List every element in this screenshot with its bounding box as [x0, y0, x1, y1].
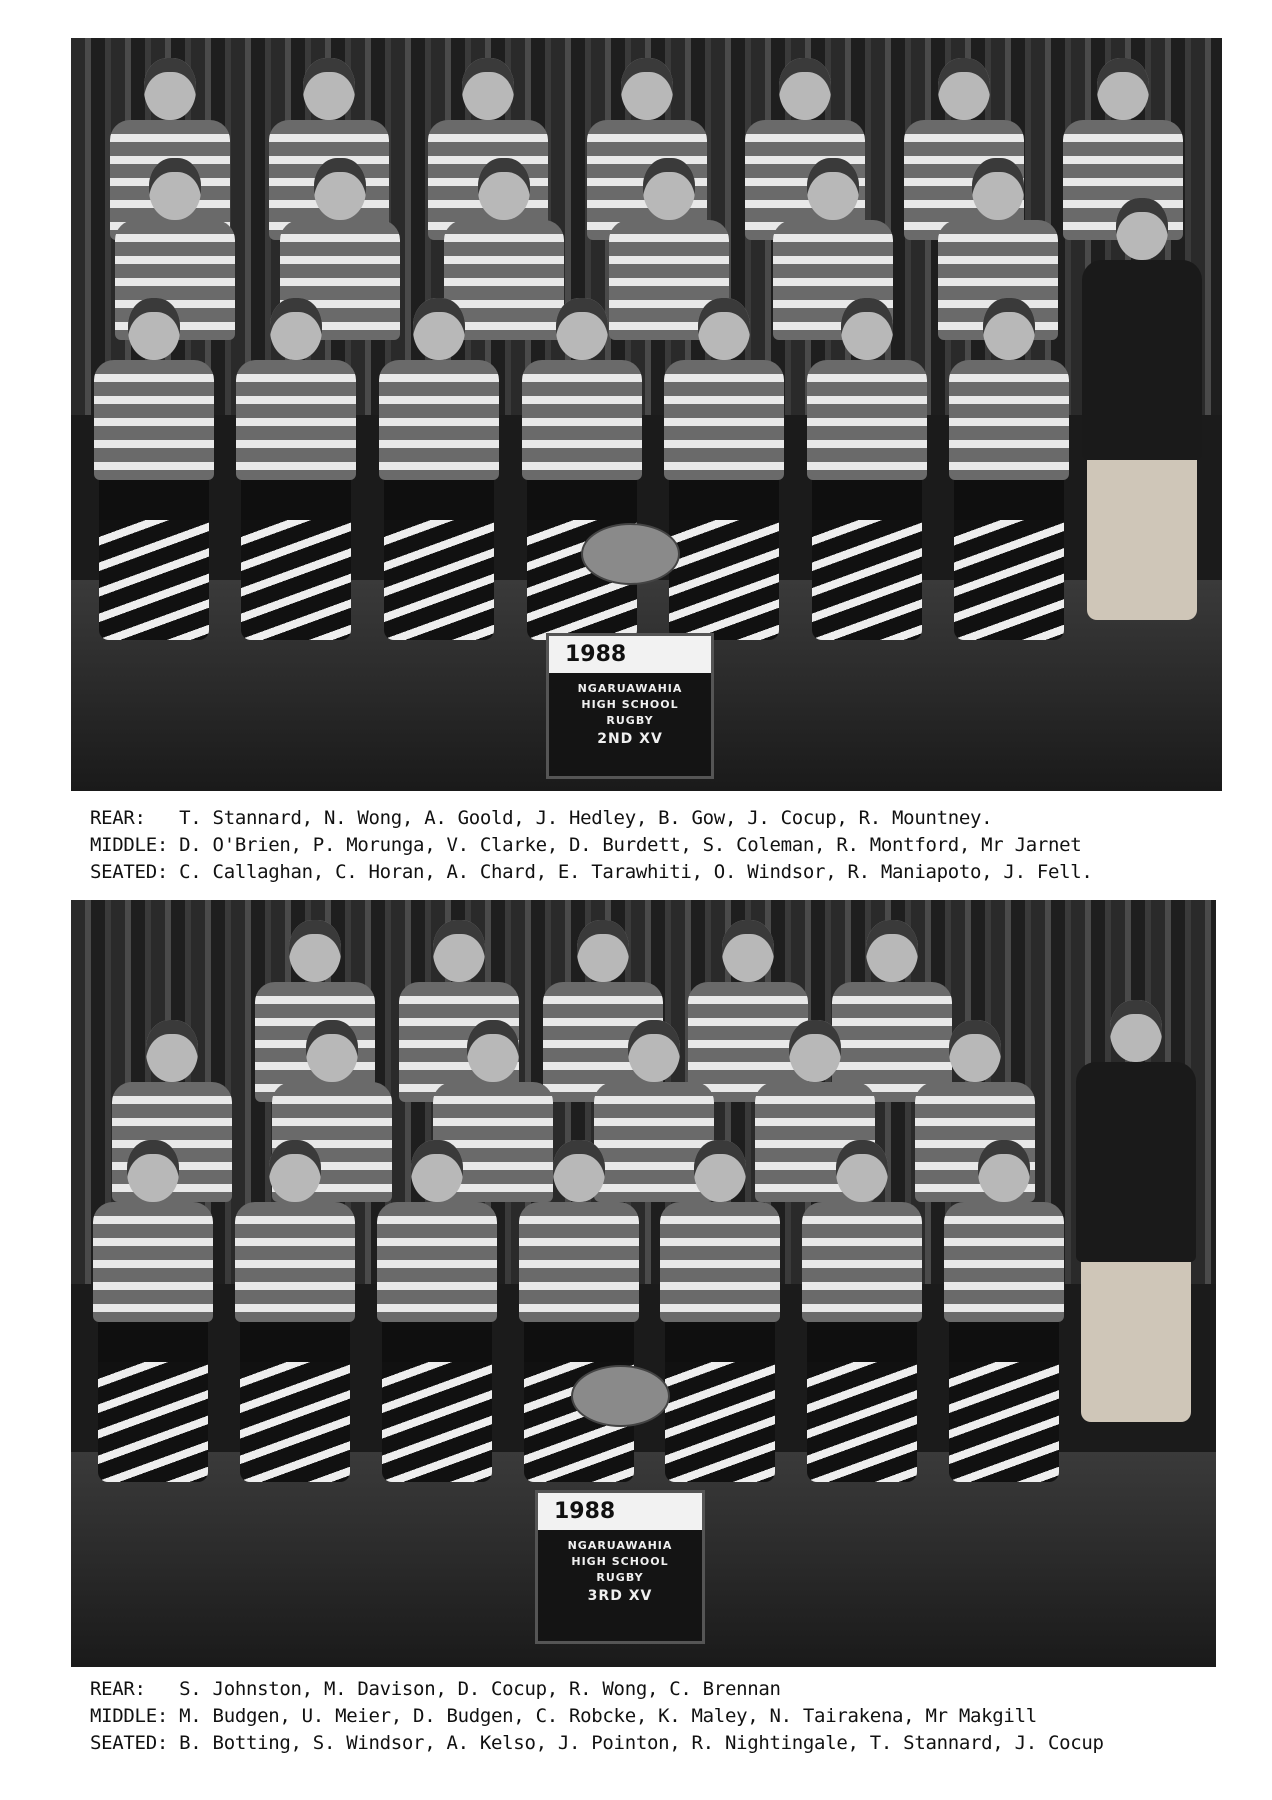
- caption-seated-names: B. Botting, S. Windsor, A. Kelso, J. Pointon, R. Nightingale, T. Stannard, J. Cocup: [179, 1732, 1104, 1754]
- player: [807, 298, 927, 640]
- seated-row: [71, 1140, 1216, 1482]
- player: [660, 1140, 780, 1482]
- player: [802, 1140, 922, 1482]
- sign-year: 1988: [538, 1493, 702, 1530]
- caption-middle-names: M. Budgen, U. Meier, D. Budgen, C. Robcke, K. Maley, N. Tairakena, Mr Makgill: [179, 1705, 1037, 1727]
- caption-rear: [90, 805, 1093, 832]
- caption-rear-names: S. Johnston, M. Davison, D. Cocup, R. Wong, C. Brennan: [179, 1678, 781, 1700]
- player: [944, 1140, 1064, 1482]
- caption-seated: [90, 1730, 1104, 1757]
- player: [377, 1140, 497, 1482]
- caption-rear-label: REAR:: [90, 1678, 146, 1700]
- sign-school-type: HIGH SCHOOL: [571, 1555, 669, 1568]
- team-sign: [535, 1490, 705, 1644]
- caption-rear-label: REAR:: [90, 807, 146, 829]
- player: [664, 298, 784, 640]
- sign-school: NGARUAWAHIA: [577, 682, 683, 695]
- caption-seated-names: C. Callaghan, C. Horan, A. Chard, E. Tarawhiti, O. Windsor, R. Maniapoto, J. Fell.: [179, 861, 1093, 883]
- sign-year: 1988: [549, 636, 711, 673]
- caption-2nd-xv: [90, 805, 1093, 886]
- rugby-ball: [571, 1365, 670, 1427]
- team-sign: [546, 633, 714, 779]
- player: [94, 298, 214, 640]
- player: [236, 298, 356, 640]
- player: [949, 298, 1069, 640]
- caption-middle-label: MIDDLE:: [90, 834, 168, 856]
- caption-middle-label: MIDDLE:: [90, 1705, 168, 1727]
- caption-3rd-xv: [90, 1676, 1104, 1757]
- sign-team: 2ND XV: [597, 731, 663, 747]
- caption-seated-label: SEATED:: [90, 861, 168, 883]
- caption-seated: [90, 859, 1093, 886]
- player: [519, 1140, 639, 1482]
- caption-rear-names: T. Stannard, N. Wong, A. Goold, J. Hedley, B. Gow, J. Cocup, R. Mountney.: [179, 807, 993, 829]
- player: [379, 298, 499, 640]
- player: [93, 1140, 213, 1482]
- caption-middle: [90, 1703, 1104, 1730]
- sign-sport: RUGBY: [606, 714, 654, 727]
- rugby-ball: [581, 523, 680, 585]
- caption-rear: [90, 1676, 1104, 1703]
- sign-school: NGARUAWAHIA: [567, 1539, 673, 1552]
- player: [522, 298, 642, 640]
- sign-school-type: HIGH SCHOOL: [581, 698, 679, 711]
- caption-middle: [90, 832, 1093, 859]
- player: [235, 1140, 355, 1482]
- seated-row: [71, 298, 1222, 640]
- caption-middle-names: D. O'Brien, P. Morunga, V. Clarke, D. Burdett, S. Coleman, R. Montford, Mr Jarnet: [179, 834, 1082, 856]
- team-photo-3rd-xv: [71, 900, 1216, 1667]
- sign-sport: RUGBY: [596, 1571, 644, 1584]
- caption-seated-label: SEATED:: [90, 1732, 168, 1754]
- team-photo-2nd-xv: [71, 38, 1222, 791]
- sign-team: 3RD XV: [587, 1588, 653, 1604]
